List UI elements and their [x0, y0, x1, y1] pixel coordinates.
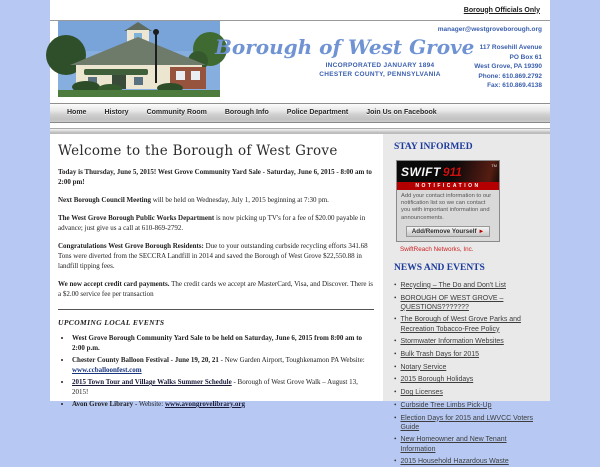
sidebar — [383, 134, 550, 466]
main-column — [50, 134, 383, 408]
news-link-the-borough-of-west-grove-parks-and-recr[interactable]: The Borough of West Grove Parks and Recreation Tobacco-Free Policy — [400, 316, 521, 333]
nav-item-history[interactable]: History — [104, 109, 129, 116]
site-container — [50, 0, 550, 466]
bold-text: Next Borough Council Meeting — [58, 196, 152, 204]
bullet-icon: • — [394, 388, 397, 397]
news-link-item — [394, 388, 540, 397]
bold-text: Chester County Balloon Festival - June 19, 20, 21 — [72, 356, 219, 364]
announcement-paragraph — [58, 167, 374, 187]
announcements — [58, 167, 374, 299]
nav-item-join-us-on-facebook[interactable]: Join Us on Facebook — [366, 109, 437, 116]
text: - Website: — [133, 400, 165, 408]
bullet-icon: • — [394, 280, 397, 289]
address-line: PO Box 61 — [509, 53, 542, 61]
bullet-icon: • — [394, 315, 397, 324]
address-block — [474, 43, 542, 91]
announcement-paragraph — [58, 241, 374, 271]
main-navigation — [50, 103, 550, 123]
news-link-2015-borough-holidays[interactable]: 2015 Borough Holidays — [400, 376, 474, 384]
announcement-paragraph — [58, 279, 374, 299]
news-link-item — [394, 350, 540, 359]
bullet-icon: • — [394, 413, 397, 422]
event-item — [72, 334, 374, 353]
top-utility-bar — [50, 0, 550, 21]
news-link-new-homeowner-and-new-tenant-information[interactable]: New Homeowner and New Tenant Information — [400, 436, 507, 453]
text: is now picking up TV's for a fee of $20.00 payable in advance; just give us a call at 610-869-2792. — [58, 214, 366, 232]
swift-wordmark: SWIFT — [401, 164, 441, 179]
bullet-icon: • — [394, 457, 397, 466]
swift911-logo — [397, 161, 499, 182]
inline-link[interactable]: www.ccballoonfest.com — [72, 365, 142, 374]
bullet-icon: • — [394, 293, 397, 302]
news-and-events-heading: NEWS AND EVENTS — [394, 262, 485, 273]
news-link-item — [394, 294, 540, 312]
news-link-dog-licenses[interactable]: Dog Licenses — [400, 389, 443, 397]
event-item — [72, 356, 374, 375]
news-link-bulk-trash-days-for-2015[interactable]: Bulk Trash Days for 2015 — [400, 351, 480, 359]
nav-item-community-room[interactable]: Community Room — [146, 109, 207, 116]
bold-text: Congratulations West Grove Borough Residents: — [58, 242, 204, 250]
trademark-symbol: TM — [491, 163, 497, 168]
site-title: Borough of West Grove — [215, 35, 475, 59]
news-link-item — [394, 457, 540, 466]
bullet-icon: • — [394, 400, 397, 409]
page-heading: Welcome to the Borough of West Grove — [58, 143, 338, 159]
news-link-curbside-tree-limbs-pick-up[interactable]: Curbside Tree Limbs Pick-Up — [400, 401, 492, 409]
section-divider — [58, 309, 374, 310]
nav-item-home[interactable]: Home — [67, 109, 87, 116]
event-item — [72, 378, 374, 397]
nav-item-police-department[interactable]: Police Department — [286, 109, 349, 116]
bullet-icon: • — [394, 375, 397, 384]
inline-link[interactable]: 2015 Town Tour and Village Walks Summer Schedule — [72, 378, 232, 386]
news-link-item — [394, 414, 540, 432]
borough-officials-link[interactable]: Borough Officials Only — [463, 6, 540, 14]
address-line: Fax: 610.869.4138 — [487, 82, 542, 90]
borough-building-photo — [58, 21, 220, 97]
news-link-item — [394, 435, 540, 453]
site-subtitles — [310, 61, 450, 79]
news-link-election-days-for-2015-and-lwvcc-voters-[interactable]: Election Days for 2015 and LWVCC Voters Guide — [400, 414, 533, 431]
bold-text: Avon Grove Library — [72, 400, 134, 408]
stay-informed-heading: STAY INFORMED — [394, 142, 473, 152]
swiftreach-credit-link[interactable]: SwiftReach Networks, Inc. — [400, 245, 474, 253]
bold-text: Today is Thursday, June 5, 2015! West Grove Community Yard Sale - Saturday, June 6, 2015 - 8:00 am to 2:00 pm! — [58, 168, 372, 186]
event-item — [72, 400, 374, 410]
inline-link[interactable]: www.avongrovelibrary.org — [164, 400, 245, 408]
events-heading: UPCOMING LOCAL EVENTS — [58, 318, 165, 327]
right-arrow-icon: ► — [478, 228, 485, 235]
manager-email-link[interactable]: manager@westgroveborough.org — [437, 26, 542, 33]
bullet-icon: • — [394, 350, 397, 359]
news-link-item — [394, 281, 540, 290]
news-link-borough-of-west-grove-questions[interactable]: BOROUGH OF WEST GROVE – QUESTIONS??????? — [400, 294, 504, 311]
bold-text: West Grove Borough Community Yard Sale to be held on Saturday, June 6, 2015 from 8:00 am to 2:00 p.m. — [72, 334, 363, 352]
bold-text: The West Grove Borough Public Works Department — [58, 214, 215, 222]
news-links-list — [394, 281, 540, 467]
swift-notification-bar: NOTIFICATION — [397, 182, 499, 190]
site-header — [50, 21, 550, 97]
news-link-item — [394, 375, 540, 384]
bullet-icon: • — [394, 337, 397, 346]
events-list — [72, 334, 374, 410]
text: will be held on Wednesday, July 1, 2015 beginning at 7:30 pm. — [151, 196, 329, 204]
bold-text: We now accept credit card payments. — [58, 280, 170, 288]
news-link-stormwater-information-websites[interactable]: Stormwater Information Websites — [400, 338, 504, 346]
swift-911-mark: 911 — [442, 164, 462, 179]
incorporated-line: INCORPORATED JANUARY 1894 — [325, 62, 435, 69]
swift-button-row — [397, 226, 499, 241]
address-line: 117 Rosehill Avenue — [479, 44, 542, 51]
news-link-2015-household-hazardous-waste[interactable]: 2015 Household Hazardous Waste — [400, 458, 509, 466]
swift911-widget[interactable] — [396, 160, 500, 242]
news-link-recycling-the-do-and-don-t-list[interactable]: Recycling – The Do and Don't List — [400, 281, 506, 289]
bullet-icon: • — [394, 435, 397, 444]
address-line: West Grove, PA 19390 — [474, 63, 542, 71]
text: The credit cards we accept are MasterCard, Visa, and Discover. There is a $2.00 service fee per transaction — [58, 280, 373, 298]
swift-description: Add your contact information to our notification list so we can contact you with important information and announcements. — [401, 193, 492, 221]
news-link-item — [394, 401, 540, 410]
announcement-paragraph — [58, 195, 374, 205]
site-title-block — [215, 35, 475, 79]
news-link-notary-service[interactable]: Notary Service — [400, 363, 447, 371]
announcement-paragraph — [58, 213, 374, 233]
add-remove-yourself-button[interactable]: Add/Remove Yourself ► — [406, 226, 491, 237]
text: - New Garden Airport, Toughkenamon PA Website: — [218, 356, 365, 364]
news-link-item — [394, 315, 540, 333]
text: Due to your outstanding curbside recycling efforts 341.68 Tons were diverted from the SECCRA Landfill in 2014 and saved the Borough of West Grove $22,550.88 in landfill tipping fees. — [58, 242, 368, 270]
news-link-item — [394, 337, 540, 346]
text: - Borough of West Grove Walk – August 13, 2015! — [72, 378, 358, 396]
bullet-icon: • — [394, 362, 397, 371]
address-line: Phone: 610.869.2792 — [478, 72, 542, 80]
content-area — [50, 134, 550, 466]
news-link-item — [394, 363, 540, 372]
county-line: CHESTER COUNTY, PENNSYLVANIA — [319, 71, 441, 78]
nav-item-borough-info[interactable]: Borough Info — [224, 109, 269, 116]
